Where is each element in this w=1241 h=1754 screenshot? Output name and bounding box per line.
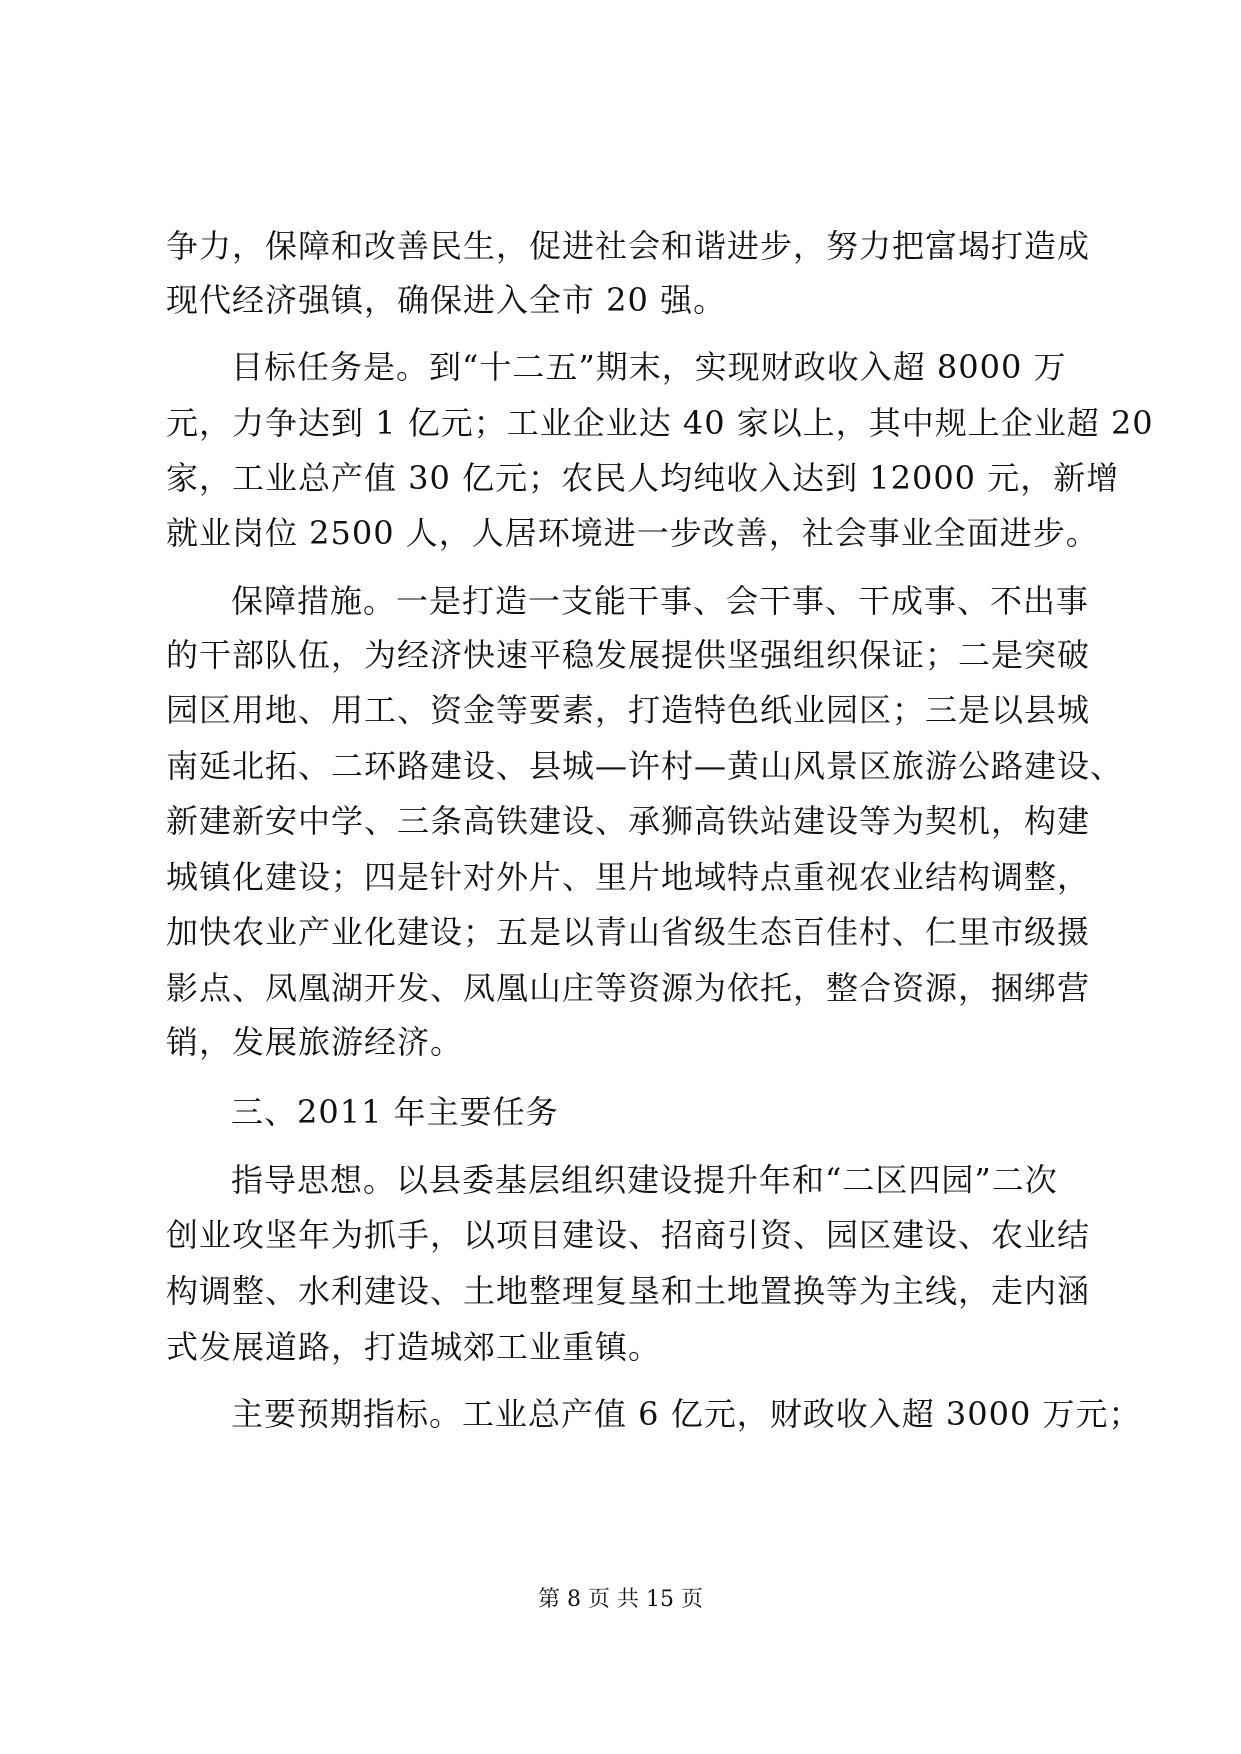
text-line: 争力，保障和改善民生，促进社会和谐进步，努力把富堨打造成 [166,227,1091,265]
paragraph-start-line: 主要预期指标。工业总产值 6 亿元，财政收入超 3000 万元； [231,1395,1142,1433]
text-line: 加快农业产业化建设；五是以青山省级生态百佳村、仁里市级摄 [166,913,1091,951]
text-line: 构调整、水利建设、土地整理复垦和土地置换等为主线，走内涵 [166,1272,1091,1310]
paragraph-start-line: 保障措施。一是打造一支能干事、会干事、干成事、不出事 [231,582,1090,620]
text-line: 城镇化建设；四是针对外片、里片地域特点重视农业结构调整， [166,858,1091,896]
text-line: 元，力争达到 1 亿元；工业企业达 40 家以上，其中规上企业超 20 [166,404,1154,442]
text-line: 现代经济强镇，确保进入全市 20 强。 [166,281,727,319]
page-footer: 第 8 页 共 15 页 [538,1587,703,1612]
text-line: 家，工业总产值 30 亿元；农民人均纯收入达到 12000 元，新增 [166,459,1120,497]
text-line: 影点、凤凰湖开发、凤凰山庄等资源为依托，整合资源，捆绑营 [166,969,1091,1007]
text-line: 园区用地、用工、资金等要素，打造特色纸业园区；三是以县城 [166,691,1091,729]
text-line: 的干部队伍，为经济快速平稳发展提供坚强组织保证；二是突破 [166,636,1091,674]
text-line: 创业攻坚年为抓手，以项目建设、招商引资、园区建设、农业结 [166,1216,1091,1254]
text-line: 南延北拓、二环路建设、县城—许村—黄山风景区旅游公路建设、 [166,747,1124,785]
text-line: 新建新安中学、三条高铁建设、承狮高铁站建设等为契机，构建 [166,802,1091,840]
text-line: 式发展道路，打造城郊工业重镇。 [166,1328,662,1366]
text-line: 销，发展旅游经济。 [166,1023,464,1061]
paragraph-start-line: 目标任务是。到“十二五”期末，实现财政收入超 8000 万 [231,348,1067,386]
text-line: 就业岗位 2500 人，人居环境进一步改善，社会事业全面进步。 [166,514,1099,552]
section-heading: 三、2011 年主要任务 [231,1093,559,1131]
paragraph-start-line: 指导思想。以县委基层组织建设提升年和“二区四园”二次 [231,1161,1058,1199]
